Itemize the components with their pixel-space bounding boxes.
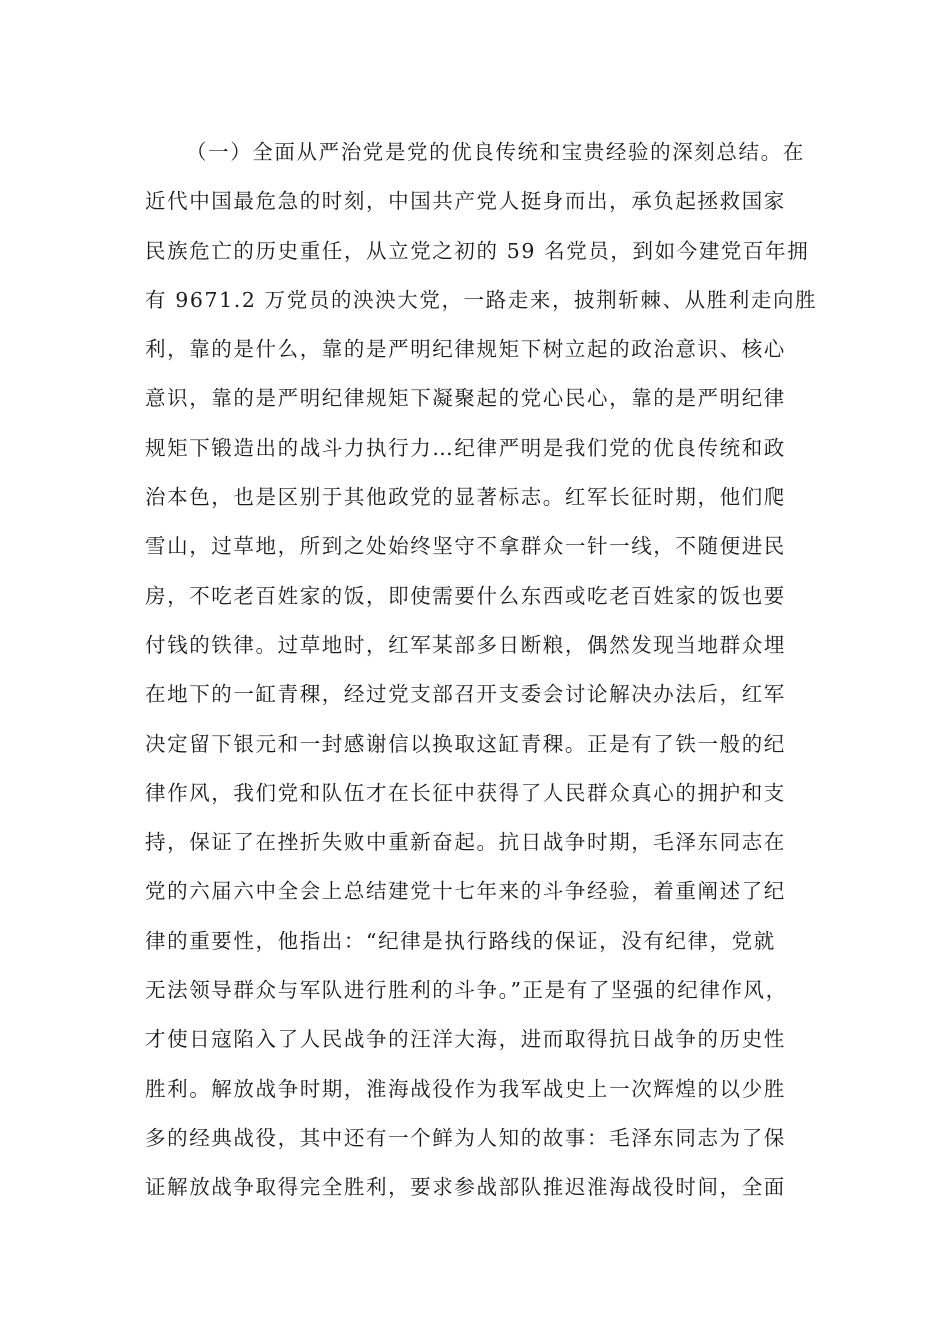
paragraph-line: 利，靠的是什么，靠的是严明纪律规矩下树立起的政治意识、核心	[145, 337, 786, 362]
paragraph-line: 意识，靠的是严明纪律规矩下凝聚起的党心民心，靠的是严明纪律	[145, 386, 786, 411]
paragraph-line: 雪山，过草地，所到之处始终坚守不拿群众一针一线，不随便进民	[145, 534, 786, 559]
paragraph-line: 证解放战争取得完全胜利，要求参战部队推迟淮海战役时间，全面	[145, 1175, 786, 1200]
paragraph-line: 付钱的铁律。过草地时，红军某部多日断粮，偶然发现当地群众埋	[145, 632, 786, 657]
paragraph-line: 在地下的一缸青稞，经过党支部召开支委会讨论解决办法后，红军	[145, 682, 786, 707]
paragraph-line: 治本色，也是区别于其他政党的显著标志。红军长征时期，他们爬	[145, 485, 786, 510]
paragraph-line: 房，不吃老百姓家的饭，即使需要什么东西或吃老百姓家的饭也要	[145, 583, 786, 608]
paragraph-line: 多的经典战役，其中还有一个鲜为人知的故事：毛泽东同志为了保	[145, 1125, 786, 1150]
paragraph-line: 胜利。解放战争时期，淮海战役作为我军战史上一次辉煌的以少胜	[145, 1076, 786, 1101]
paragraph-line: 民族危亡的历史重任，从立党之初的 59 名党员，到如今建党百年拥	[145, 238, 810, 263]
paragraph-line: 持，保证了在挫折失败中重新奋起。抗日战争时期，毛泽东同志在	[145, 830, 786, 855]
paragraph-line: 律的重要性，他指出：“纪律是执行路线的保证，没有纪律，党就	[145, 928, 776, 953]
paragraph-line: 决定留下银元和一封感谢信以换取这缸青稞。正是有了铁一般的纪	[145, 731, 786, 756]
paragraph-line: 有 9671.2 万党员的泱泱大党，一路走来，披荆斩棘、从胜利走向胜	[145, 287, 818, 312]
paragraph-line: 无法领导群众与军队进行胜利的斗争。”正是有了坚强的纪律作风，	[145, 978, 788, 1003]
body-paragraph	[145, 133, 818, 1218]
paragraph-line: 才使日寇陷入了人民战争的汪洋大海，进而取得抗日战争的历史性	[145, 1027, 786, 1052]
paragraph-line: 近代中国最危急的时刻，中国共产党人挺身而出，承负起拯救国家	[145, 189, 786, 214]
paragraph-line: （一）全面从严治党是党的优良传统和宝贵经验的深刻总结。在	[186, 140, 805, 164]
paragraph-line: 党的六届六中全会上总结建党十七年来的斗争经验，着重阐述了纪	[145, 879, 786, 904]
paragraph-line: 律作风，我们党和队伍才在长征中获得了人民群众真心的拥护和支	[145, 780, 786, 805]
paragraph-line: 规矩下锻造出的战斗力执行力…纪律严明是我们党的优良传统和政	[145, 435, 786, 460]
